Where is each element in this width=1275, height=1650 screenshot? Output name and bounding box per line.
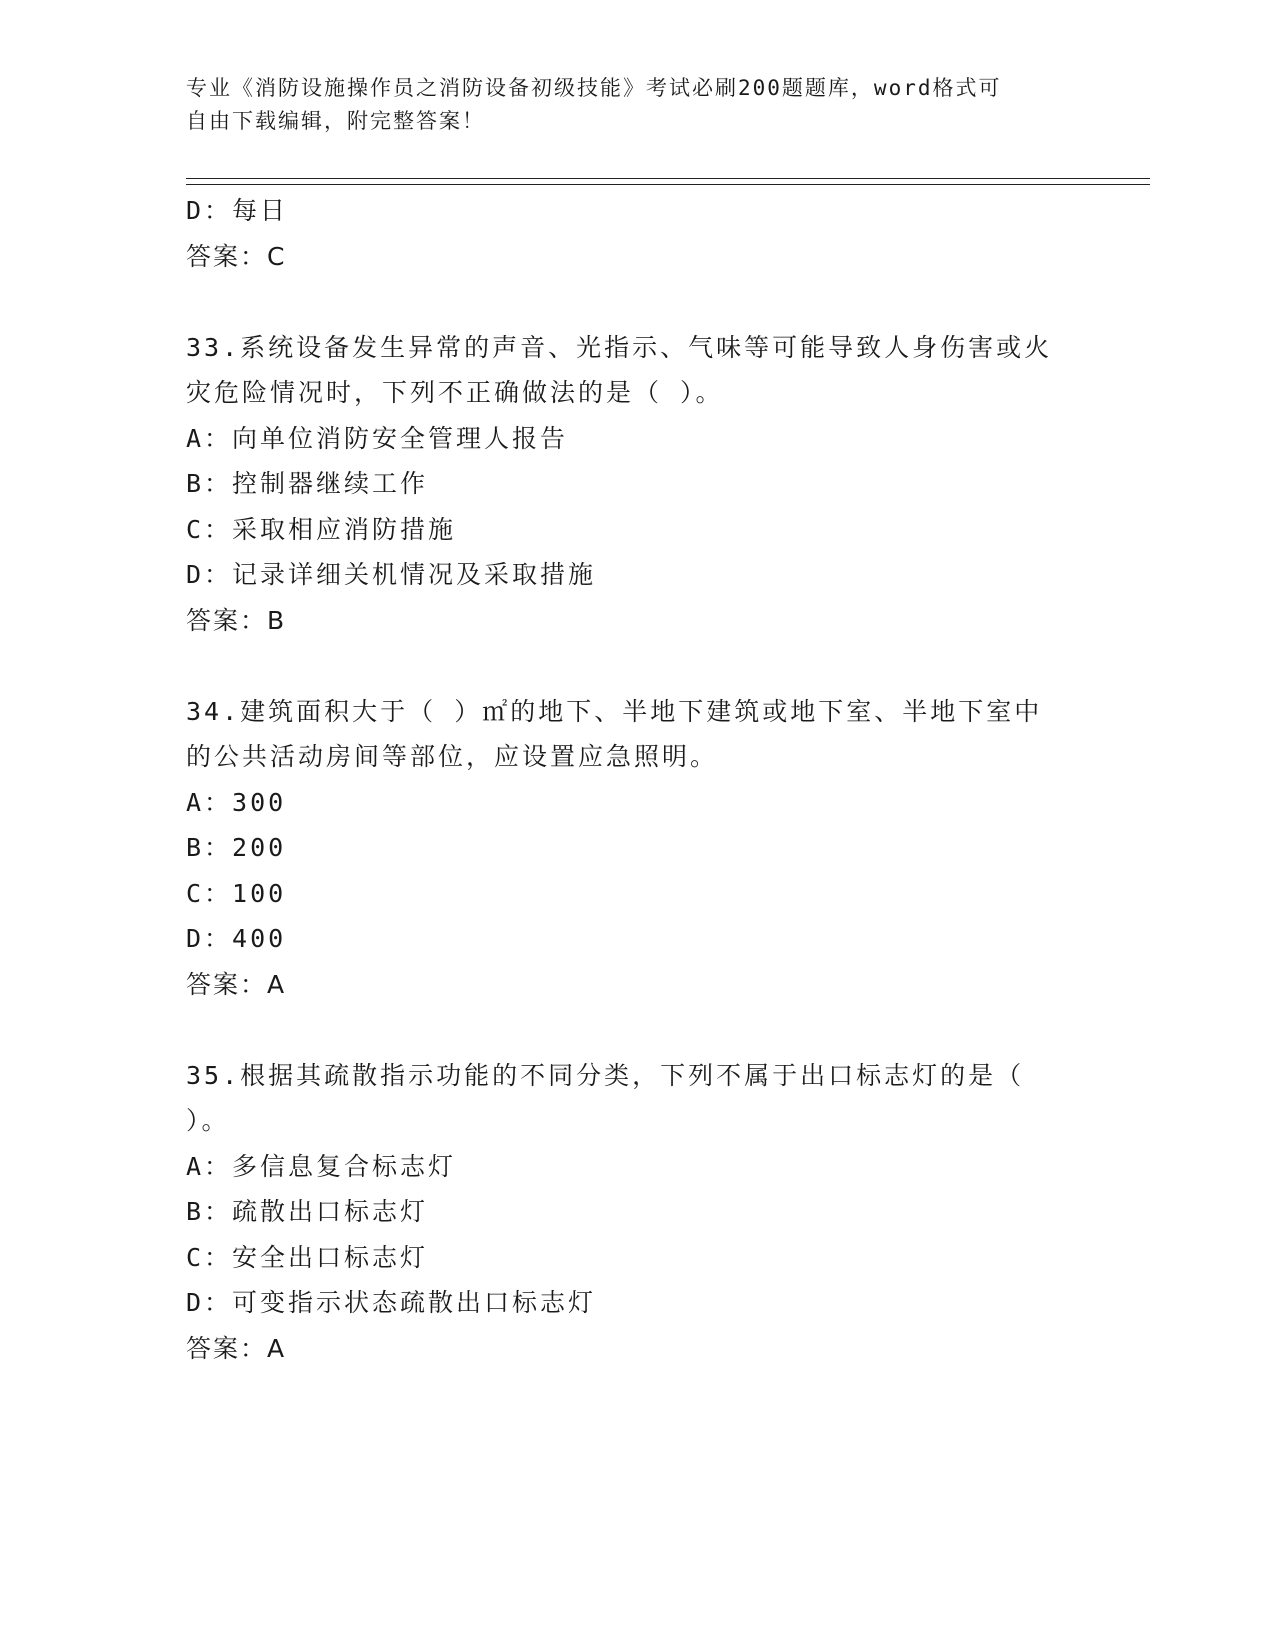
answer-line: 答案：C <box>186 241 287 271</box>
header-divider-top <box>186 178 1150 179</box>
question-35 <box>186 1053 1086 1372</box>
option-d: D：可变指示状态疏散出口标志灯 <box>186 1288 597 1317</box>
option-d: D：400 <box>186 924 287 953</box>
question-34 <box>186 689 1086 1008</box>
question-stem-continued: 的公共活动房间等部位，应设置应急照明。 <box>186 742 719 771</box>
question-33 <box>186 325 1086 644</box>
question-stem-continued: 灾危险情况时，下列不正确做法的是（ ）。 <box>186 378 724 407</box>
option-c: C：100 <box>186 878 287 908</box>
document-header <box>186 72 1066 138</box>
option-d: D：记录详细关机情况及采取措施 <box>186 560 597 589</box>
answer-line: 答案：B <box>186 605 287 635</box>
option-d: D：每日 <box>186 196 289 225</box>
question-list <box>186 188 1086 1371</box>
option-a: A：多信息复合标志灯 <box>186 1151 457 1181</box>
header-line-1: 专业《消防设施操作员之消防设备初级技能》考试必刷200题题库，word格式可 <box>186 76 1002 100</box>
spacer <box>186 279 1086 325</box>
answer-line: 答案：A <box>186 1333 287 1363</box>
option-c: C：安全出口标志灯 <box>186 1242 429 1272</box>
header-line-2: 自由下载编辑，附完整答案！ <box>186 109 485 133</box>
option-a: A：300 <box>186 787 287 817</box>
question-stem-continued: ）。 <box>186 1106 230 1135</box>
header-divider-bottom <box>186 184 1150 185</box>
spacer <box>186 1007 1086 1053</box>
question-stem: 34.建筑面积大于（ ）㎡的地下、半地下建筑或地下室、半地下室中 <box>186 696 1043 726</box>
question-stem: 33.系统设备发生异常的声音、光指示、气味等可能导致人身伤害或火 <box>186 332 1053 362</box>
option-b: B：疏散出口标志灯 <box>186 1197 429 1226</box>
option-b: B：控制器继续工作 <box>186 469 429 498</box>
option-b: B：200 <box>186 833 287 862</box>
option-a: A：向单位消防安全管理人报告 <box>186 423 569 453</box>
spacer <box>186 643 1086 689</box>
option-c: C：采取相应消防措施 <box>186 514 457 544</box>
answer-line: 答案：A <box>186 969 287 999</box>
question-stem: 35.根据其疏散指示功能的不同分类，下列不属于出口标志灯的是（ <box>186 1060 1025 1090</box>
